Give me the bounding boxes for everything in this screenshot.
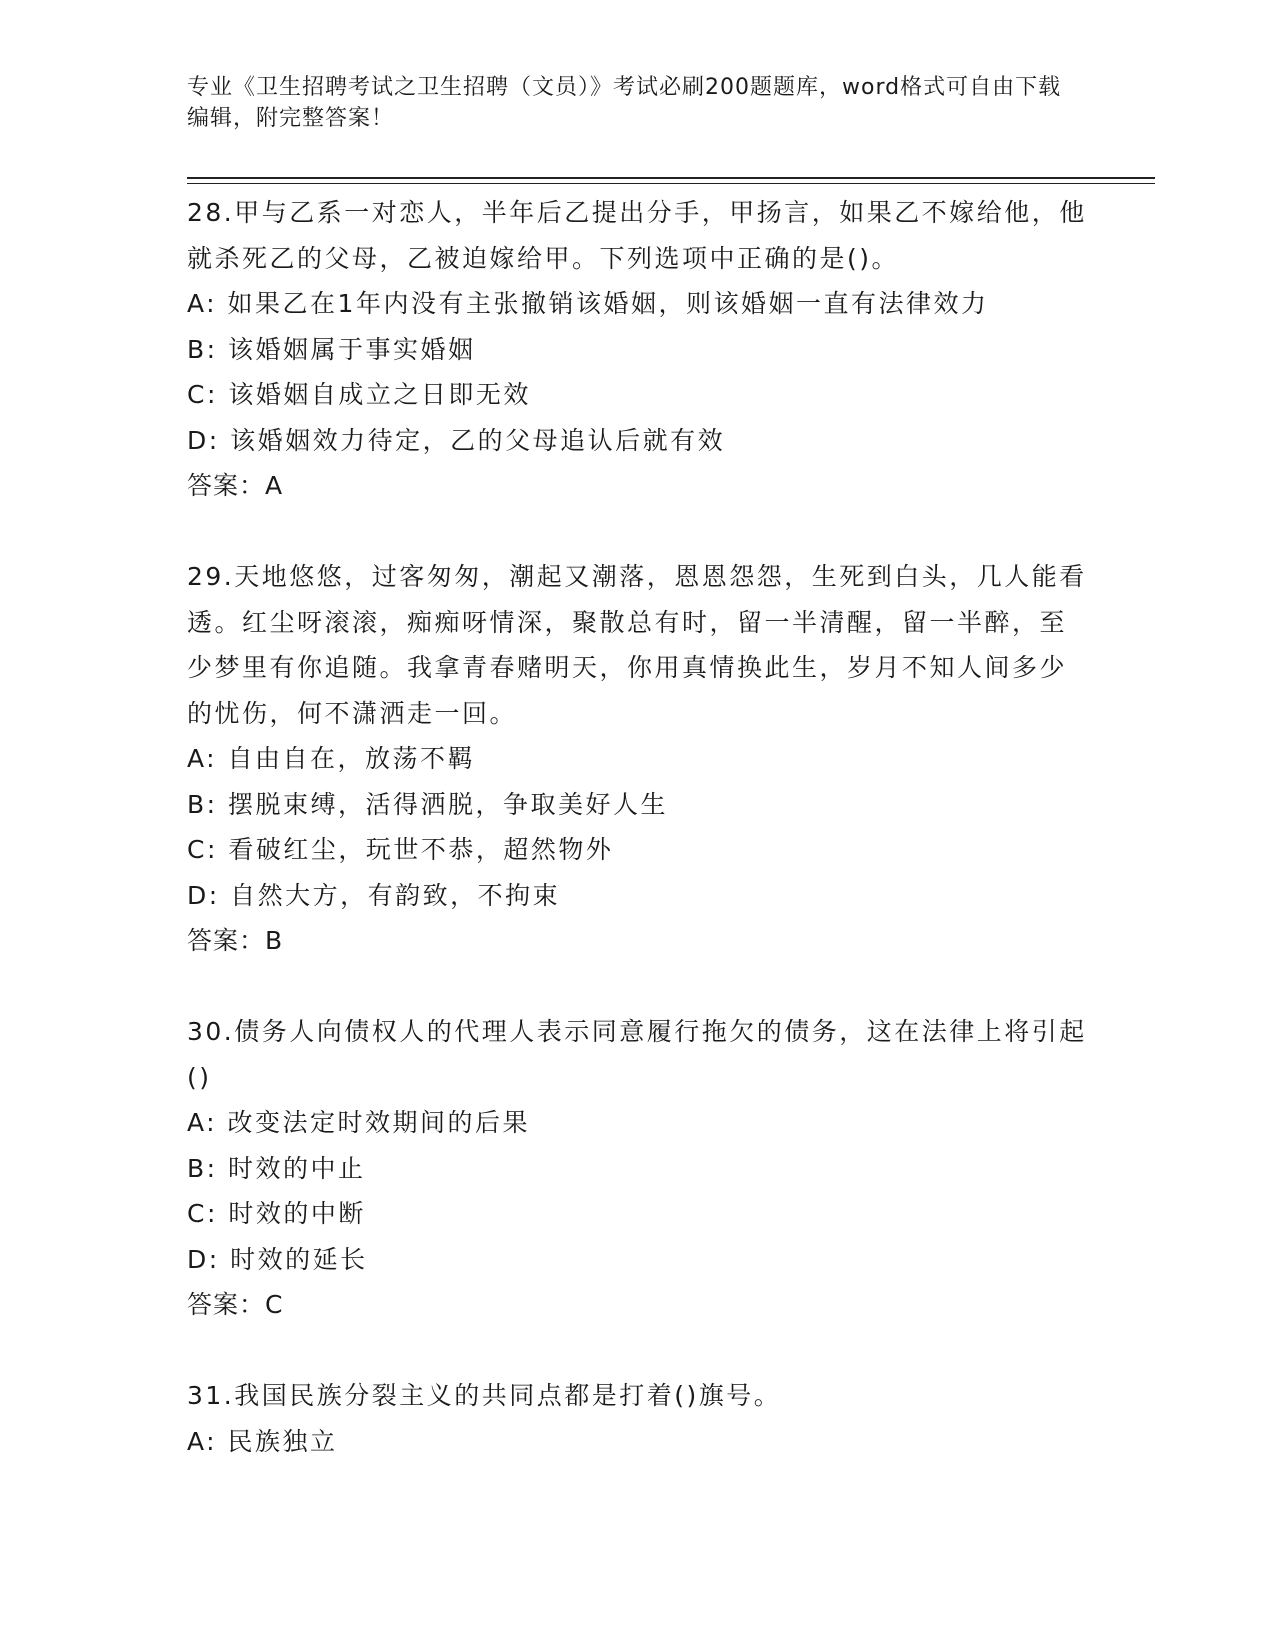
option-a: A: 如果乙在1年内没有主张撤销该婚姻，则该婚姻一直有法律效力 bbox=[187, 289, 989, 318]
question-29 bbox=[187, 554, 1087, 964]
document-header: 专业《卫生招聘考试之卫生招聘（文员）》考试必刷200题题库，word格式可自由下载编辑，附完整答案！ bbox=[187, 75, 1062, 131]
question-stem: 28.甲与乙系一对恋人，半年后乙提出分手，甲扬言，如果乙不嫁给他，他就杀死乙的父母，乙被迫嫁给甲。下列选项中正确的是()。 bbox=[187, 198, 1087, 273]
question-stem: 31.我国民族分裂主义的共同点都是打着()旗号。 bbox=[187, 1381, 782, 1410]
option-b: B: 时效的中止 bbox=[187, 1153, 366, 1183]
option-c: C: 该婚姻自成立之日即无效 bbox=[187, 380, 531, 409]
question-list bbox=[187, 190, 1087, 1464]
header-divider-thick bbox=[187, 177, 1155, 179]
answer: 答案：C bbox=[187, 1290, 284, 1319]
answer: 答案：A bbox=[187, 471, 284, 500]
option-d: D: 时效的延长 bbox=[187, 1244, 368, 1274]
option-a: A: 民族独立 bbox=[187, 1426, 338, 1456]
option-c: C: 时效的中断 bbox=[187, 1199, 366, 1228]
question-stem: 29.天地悠悠，过客匆匆，潮起又潮落，恩恩怨怨，生死到白头，几人能看透。红尘呀滚滚，痴痴呀情深，聚散总有时，留一半清醒，留一半醉，至少梦里有你追随。我拿青春赌明天，你用真情换此生，岁月不知人间多少的忧伤，何不潇洒走一回。 bbox=[187, 562, 1087, 728]
option-d: D: 自然大方，有韵致，不拘束 bbox=[187, 880, 561, 910]
option-a: A: 自由自在，放荡不羁 bbox=[187, 744, 476, 773]
option-a: A: 改变法定时效期间的后果 bbox=[187, 1108, 531, 1137]
option-c: C: 看破红尘，玩世不恭，超然物外 bbox=[187, 835, 614, 864]
question-28 bbox=[187, 190, 1087, 509]
question-30 bbox=[187, 1009, 1087, 1328]
question-stem: 30.债务人向债权人的代理人表示同意履行拖欠的债务，这在法律上将引起() bbox=[187, 1017, 1087, 1092]
answer: 答案：B bbox=[187, 926, 284, 955]
question-31 bbox=[187, 1373, 1087, 1464]
option-d: D: 该婚姻效力待定，乙的父母追认后就有效 bbox=[187, 425, 726, 455]
option-b: B: 摆脱束缚，活得洒脱，争取美好人生 bbox=[187, 789, 669, 819]
header-divider-thin bbox=[187, 183, 1155, 184]
option-b: B: 该婚姻属于事实婚姻 bbox=[187, 334, 476, 364]
